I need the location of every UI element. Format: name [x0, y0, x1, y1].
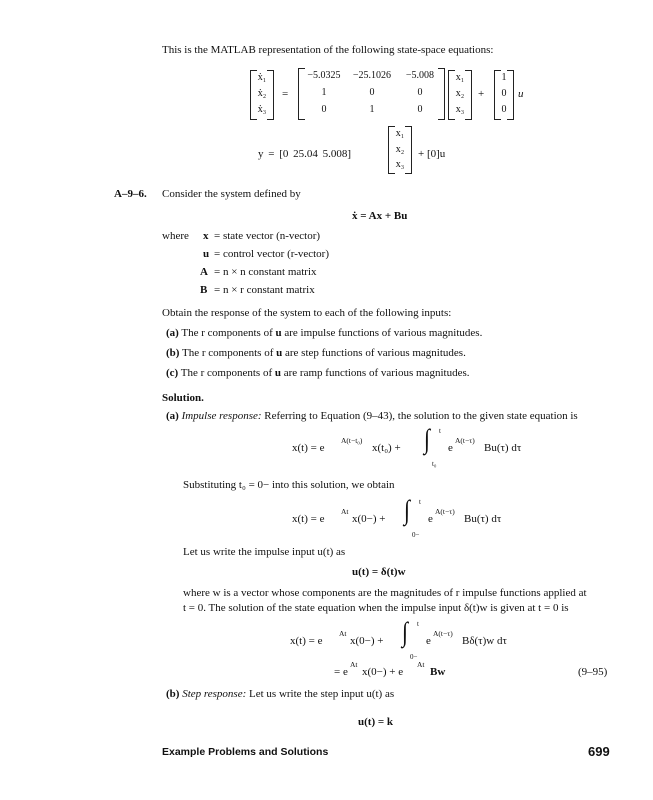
- eq-mid: x(0−) +: [352, 513, 386, 525]
- eq-lhs: x(t) = e: [292, 442, 325, 454]
- a-entry: 1: [321, 87, 327, 98]
- lhs-vector: [250, 70, 274, 120]
- a-entry: −5.008: [405, 70, 435, 81]
- eq-part: x(0−) + e: [362, 666, 404, 678]
- system-equation: ẋ = Ax + Bu: [352, 210, 408, 222]
- x-entry: x₃: [395, 159, 405, 170]
- input-u: u: [518, 88, 524, 100]
- problem-item: [166, 327, 482, 339]
- def-symbol: A: [200, 266, 208, 278]
- x-entry: x₂: [455, 88, 465, 99]
- part-tag: (a): [166, 410, 179, 422]
- x-entry: x₁: [395, 128, 405, 139]
- x-entry: x₂: [395, 144, 405, 155]
- def-text: = n × n constant matrix: [214, 266, 317, 278]
- problem-item: [166, 347, 466, 359]
- a-matrix: [298, 68, 445, 120]
- a-entry: 0: [417, 87, 423, 98]
- eq-exponent: At: [341, 507, 349, 516]
- def-text: = control vector (r-vector): [214, 248, 330, 260]
- item-pre: The r components of: [182, 347, 274, 359]
- item-post: are ramp functions of various magnitudes.: [283, 367, 470, 379]
- item-post: are step functions of various magnitudes.: [284, 347, 466, 359]
- integral-upper: t: [439, 427, 441, 435]
- a-entry: −5.0325: [307, 70, 341, 81]
- item-tag: (a): [166, 327, 179, 339]
- a-entry: 0: [321, 104, 327, 115]
- integral-upper: t: [419, 498, 421, 506]
- def-text: = n × r constant matrix: [214, 284, 315, 296]
- problem-item: [166, 367, 469, 379]
- integrand-tail: Bu(τ) dτ: [464, 513, 502, 525]
- eq-lhs: x(t) = e: [290, 635, 323, 647]
- item-symbol: u: [274, 367, 281, 379]
- page-number: 699: [588, 744, 610, 759]
- substitution-text: Substituting t₀ = 0− into this solution, we obtain: [183, 479, 395, 491]
- integral-sign: ∫: [402, 615, 409, 647]
- footer-title: Example Problems and Solutions: [162, 746, 329, 758]
- integral-lower: t₀: [432, 460, 437, 468]
- def-symbol: x: [203, 230, 209, 242]
- impulse-equation: u(t) = δ(t)w: [352, 566, 406, 578]
- lhs-entry: ẋ₁: [257, 72, 267, 83]
- output-x-vector: [388, 126, 412, 174]
- integrand-exponent: A(t−τ): [433, 629, 453, 638]
- plus-sign: +: [478, 88, 485, 100]
- part-text: Let us write the step input u(t) as: [249, 688, 395, 700]
- def-text: = state vector (n-vector): [214, 230, 321, 242]
- b-entry: 0: [501, 104, 507, 115]
- where-w-line-1: where w is a vector whose components are the magnitudes of r impulse functions applied at: [183, 587, 587, 599]
- b-entry: 1: [501, 72, 507, 83]
- output-lhs: y = [0 25.04 5.008]: [258, 148, 352, 160]
- eq-exponent: A(t−t₀): [341, 436, 363, 445]
- integrand-exponent: A(t−τ): [435, 507, 455, 516]
- b-vector: [494, 70, 514, 120]
- item-tag: (c): [166, 367, 179, 379]
- item-symbol: u: [276, 347, 283, 359]
- part-tag: (b): [166, 688, 180, 700]
- integral-lower: 0−: [412, 531, 420, 539]
- eq-part: Bw: [430, 666, 446, 678]
- b-entry: 0: [501, 88, 507, 99]
- integrand-e: e: [428, 513, 433, 525]
- eq-mid: x(t₀) +: [372, 442, 401, 454]
- item-pre: The r components of: [180, 367, 273, 379]
- eq-lhs: x(t) = e: [292, 513, 325, 525]
- a-entry: 0: [417, 104, 423, 115]
- integral-sign: ∫: [424, 422, 431, 454]
- eq-exponent: At: [339, 629, 347, 638]
- problem-text: Consider the system defined by: [162, 188, 301, 200]
- integral-sign: ∫: [404, 493, 411, 525]
- lhs-entry: ẋ₃: [257, 104, 267, 115]
- def-symbol: u: [203, 248, 210, 260]
- integral-upper: t: [417, 620, 419, 628]
- def-symbol: B: [200, 284, 208, 296]
- a-entry: 1: [369, 104, 375, 115]
- part-title: Step response:: [182, 688, 247, 700]
- item-pre: The r components of: [181, 327, 273, 339]
- item-post: are impulse functions of various magnitudes.: [284, 327, 483, 339]
- solution-a: [166, 410, 578, 422]
- x-entry: x₃: [455, 104, 465, 115]
- a-entry: 0: [369, 87, 375, 98]
- eq-exponent: At: [350, 660, 358, 669]
- problem-ask: Obtain the response of the system to each of the following inputs:: [162, 307, 452, 319]
- part-title: Impulse response:: [181, 410, 262, 422]
- x-entry: x₁: [455, 72, 465, 83]
- item-symbol: u: [275, 327, 282, 339]
- integrand-tail: Bδ(τ)w dτ: [462, 635, 507, 647]
- where-label: where: [162, 230, 189, 242]
- intro-text: This is the MATLAB representation of the following state-space equations:: [162, 44, 494, 56]
- impulse-intro: Let us write the impulse input u(t) as: [183, 546, 346, 558]
- where-w-line-2: t = 0. The solution of the state equation when the impulse input δ(t)w is given at t = 0 is: [183, 602, 569, 614]
- solution-b: [166, 688, 394, 700]
- eq-mid: x(0−) +: [350, 635, 384, 647]
- lhs-entry: ẋ₂: [257, 88, 267, 99]
- equation-number: (9–95): [578, 666, 608, 678]
- integrand-e: e: [426, 635, 431, 647]
- output-rhs: + [0]u: [418, 148, 446, 160]
- problem-label: A–9–6.: [114, 188, 147, 200]
- a-entry: −25.1026: [352, 70, 392, 81]
- x-vector: [448, 70, 472, 120]
- eq-exponent: At: [417, 660, 425, 669]
- part-text: Referring to Equation (9–43), the solution to the given state equation is: [264, 410, 578, 422]
- integral-lower: 0−: [410, 653, 418, 661]
- integrand-e: e: [448, 442, 453, 454]
- eq-part: = e: [334, 666, 348, 678]
- equals-sign: =: [282, 88, 289, 100]
- step-equation: u(t) = k: [358, 716, 393, 728]
- integrand-tail: Bu(τ) dτ: [484, 442, 522, 454]
- integrand-exponent: A(t−τ): [455, 436, 475, 445]
- item-tag: (b): [166, 347, 180, 359]
- solution-heading: Solution.: [162, 392, 204, 404]
